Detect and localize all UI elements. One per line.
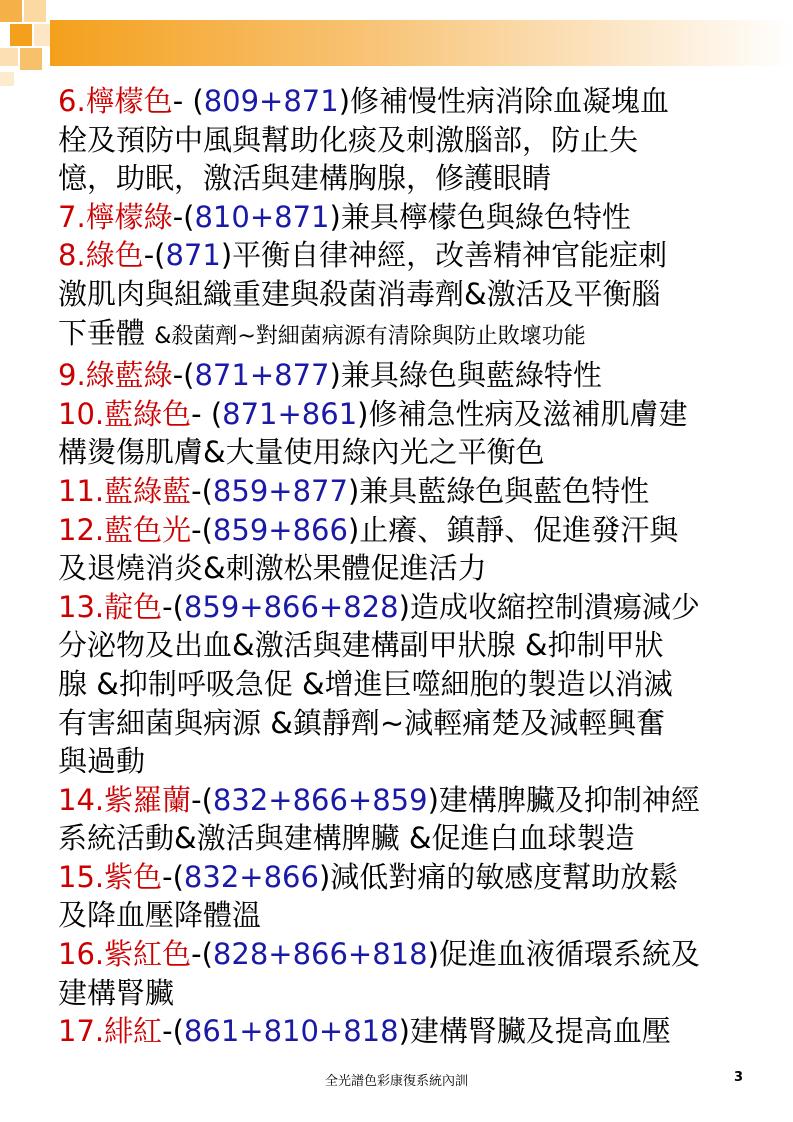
- wavelength-code: 861+810+818: [183, 1014, 399, 1049]
- description-text: 修補慢性病消除血凝塊血: [350, 84, 670, 118]
- footer: [0, 1070, 793, 1090]
- separator: -(: [162, 859, 184, 894]
- item-number: 12.: [58, 512, 105, 547]
- header-decoration: [0, 0, 793, 95]
- item-number: 16.: [58, 937, 105, 972]
- item-number: 10.: [58, 396, 105, 431]
- description-text: 造成收縮控制潰瘍減少: [409, 589, 700, 624]
- list-item: [58, 781, 748, 820]
- description-text: 建構脾臟及抑制神經: [438, 782, 700, 817]
- separator: - (: [191, 396, 223, 431]
- color-name: 綠色: [85, 238, 144, 273]
- wavelength-code: 871+861: [222, 396, 358, 431]
- color-name: 靛色: [104, 589, 163, 624]
- wavelength-code: 832+866: [183, 859, 319, 894]
- description-line: [58, 742, 748, 781]
- separator: -(: [191, 937, 213, 972]
- paren-close: ): [318, 859, 331, 894]
- wavelength-code: 871+877: [194, 358, 330, 393]
- separator: -(: [162, 589, 184, 624]
- description-text: 有害細菌與病源 &鎮靜劑~減輕痛楚及減輕興奮: [58, 705, 666, 740]
- color-therapy-list: [58, 82, 748, 1051]
- item-number: 13.: [58, 589, 105, 624]
- description-line: [58, 159, 748, 198]
- separator: -(: [172, 199, 195, 234]
- description-line: [58, 974, 748, 1013]
- item-number: 11.: [58, 473, 105, 508]
- paren-close: ): [357, 396, 369, 431]
- list-item: [58, 935, 748, 974]
- color-name: 藍綠藍: [104, 473, 192, 508]
- separator: -(: [143, 238, 166, 273]
- paren-close: ): [427, 937, 439, 972]
- description-text: 及退燒消炎&刺激松果體促進活力: [58, 551, 487, 586]
- wavelength-code: 809+871: [203, 84, 339, 118]
- wavelength-code: 828+866+818: [212, 937, 428, 972]
- description-line: [58, 121, 748, 160]
- description-note: &殺菌劑~對細菌病源有清除與防止敗壞功能: [154, 323, 586, 349]
- footer-text: 全光譜色彩康復系統內訓: [324, 1074, 468, 1089]
- description-line: [58, 433, 748, 472]
- list-item: [58, 82, 748, 121]
- description-text: 建構腎臟: [58, 975, 175, 1010]
- separator: -(: [191, 782, 213, 817]
- wavelength-code: 810+871: [194, 199, 330, 234]
- separator: -(: [191, 512, 213, 547]
- description-text: 構燙傷肌膚&大量使用綠內光之平衡色: [58, 435, 545, 470]
- paren-close: ): [427, 782, 439, 817]
- paren-close: ): [220, 238, 233, 273]
- description-line: [58, 275, 748, 314]
- paren-close: ): [347, 473, 360, 508]
- list-item: [58, 511, 748, 550]
- item-number: 8.: [58, 238, 86, 273]
- list-item: [58, 472, 748, 511]
- wavelength-code: 871: [165, 238, 221, 273]
- description-text: 兼具藍綠色與藍色特性: [359, 473, 650, 508]
- paren-close: ): [398, 1014, 410, 1049]
- description-line: [58, 665, 748, 704]
- color-name: 綠藍綠: [85, 358, 173, 393]
- description-text: 系統活動&激活與建構脾臟 &促進白血球製造: [58, 821, 635, 856]
- description-text: 栓及預防中風與幫助化痰及刺激腦部，防止失: [58, 122, 639, 157]
- description-line: [58, 549, 748, 588]
- color-name: 檸檬綠: [85, 199, 173, 234]
- description-text: 分泌物及出血&激活與建構副甲狀腺 &抑制甲狀: [58, 628, 664, 663]
- list-item: [58, 588, 748, 627]
- item-number: 17.: [58, 1014, 105, 1049]
- separator: - (: [172, 84, 204, 118]
- paren-close: ): [329, 199, 341, 234]
- description-text: 與過動: [58, 744, 146, 779]
- description-text: 修補急性病及滋補肌膚建: [368, 396, 688, 431]
- description-text: 激肌肉與組織重建與殺菌消毒劑&激活及平衡腦: [58, 276, 661, 311]
- description-text: 促進血液循環系統及: [438, 937, 700, 972]
- description-text: 腺 &抑制呼吸急促 &增進巨噬細胞的製造以消滅: [58, 666, 673, 701]
- description-text: 憶，助眠，激活與建構胸腺，修護眼睛: [58, 161, 552, 196]
- wavelength-code: 859+866+828: [183, 589, 399, 624]
- color-name: 紫色: [104, 859, 163, 894]
- description-text: 減低對痛的敏感度幫助放鬆: [330, 859, 679, 894]
- description-text: 平衡自律神經，改善精神官能症刺: [232, 238, 668, 273]
- description-text: 兼具檸檬色與綠色特性: [340, 199, 631, 234]
- description-line: [58, 314, 748, 357]
- item-number: 6.: [58, 84, 86, 118]
- paren-close: ): [347, 512, 360, 547]
- paren-close: ): [398, 589, 410, 624]
- item-number: 14.: [58, 782, 105, 817]
- list-item: [58, 395, 748, 434]
- item-number: 9.: [58, 358, 86, 393]
- description-line: [58, 704, 748, 743]
- wavelength-code: 859+877: [212, 473, 348, 508]
- color-name: 紫紅色: [104, 937, 192, 972]
- separator: -(: [172, 358, 195, 393]
- list-item: [58, 236, 748, 275]
- item-number: 15.: [58, 859, 105, 894]
- description-text: 及降血壓降體溫: [58, 898, 262, 933]
- separator: -(: [191, 473, 213, 508]
- description-text: 建構腎臟及提高血壓: [409, 1014, 671, 1049]
- paren-close: ): [329, 358, 341, 393]
- page-number: 3: [733, 1070, 743, 1085]
- separator: -(: [162, 1014, 184, 1049]
- description-line: [58, 896, 748, 935]
- color-name: 紫羅蘭: [104, 782, 192, 817]
- description-line: [58, 819, 748, 858]
- wavelength-code: 859+866: [212, 512, 348, 547]
- list-item: [58, 1012, 748, 1051]
- description-text: 止癢、鎮靜、促進發汗與: [359, 512, 679, 547]
- color-name: 緋紅: [104, 1014, 163, 1049]
- description-text: 兼具綠色與藍綠特性: [340, 358, 602, 393]
- description-line: [58, 626, 748, 665]
- color-name: 藍綠色: [104, 396, 192, 431]
- item-number: 7.: [58, 199, 86, 234]
- wavelength-code: 832+866+859: [212, 782, 428, 817]
- list-item: [58, 356, 748, 395]
- paren-close: ): [338, 84, 351, 118]
- color-name: 檸檬色: [85, 84, 173, 118]
- list-item: [58, 858, 748, 897]
- list-item: [58, 198, 748, 237]
- color-name: 藍色光: [104, 512, 192, 547]
- description-text: 下垂體: [58, 315, 155, 350]
